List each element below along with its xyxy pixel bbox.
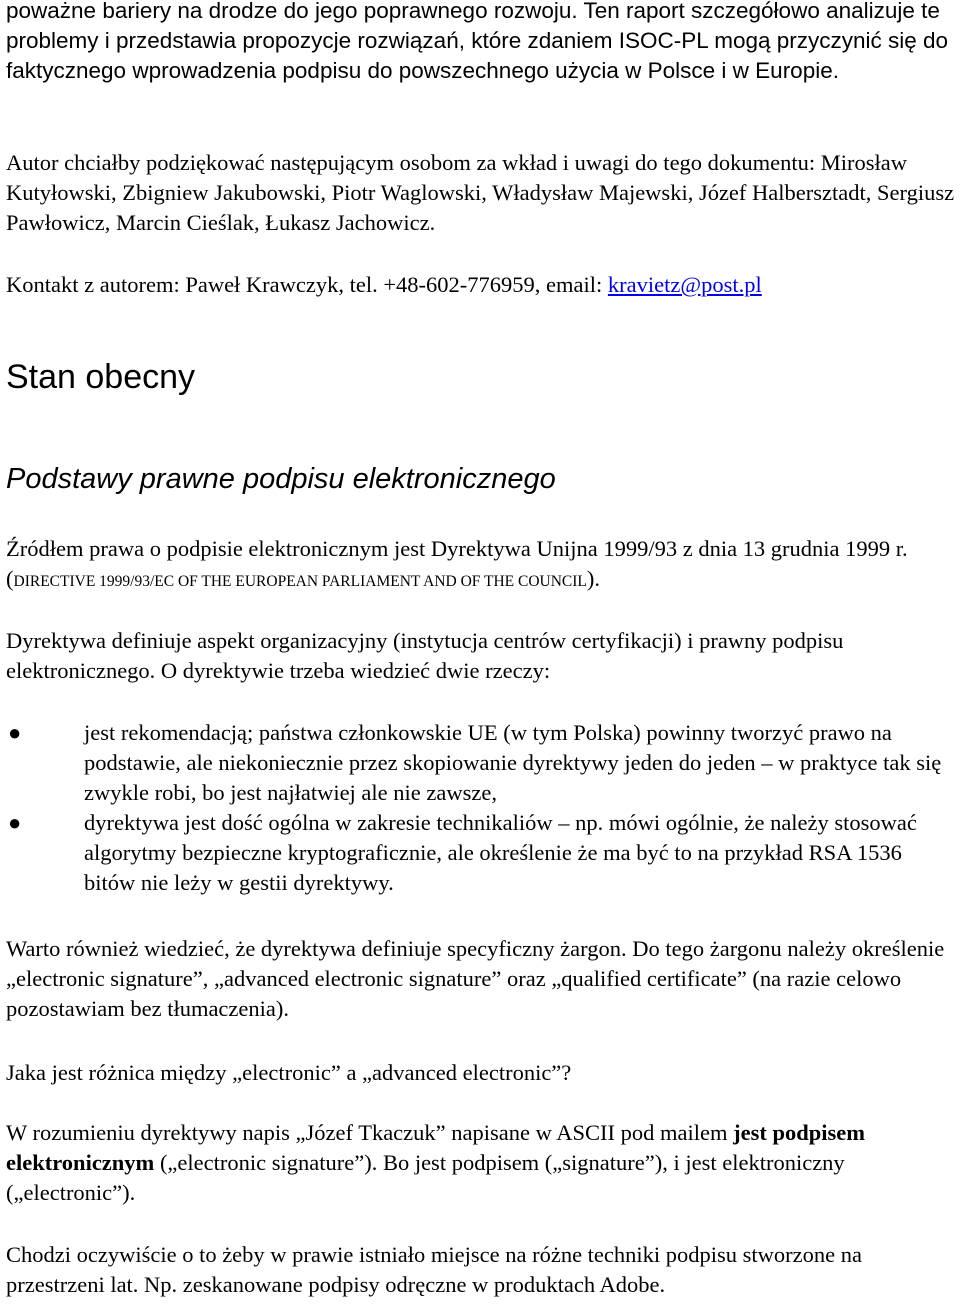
contact-prefix: Kontakt z autorem: Paweł Krawczyk, tel. +48-602-776959, email: <box>6 272 608 297</box>
jargon-paragraph: Warto również wiedzieć, że dyrektywa definiuje specyficzny żargon. Do tego żargonu należy określenie „electronic signature”, „advanced electronic signature” oraz „qualified certificate” (na razie celowo pozostawiam bez tłumaczenia). <box>6 936 945 1021</box>
closing-paragraph: Chodzi oczywiście o to żeby w prawie istniało miejsce na różne techniki podpisu stworzone na przestrzeni lat. Np. zeskanowane podpisy odręczne w produktach Adobe. <box>6 1242 862 1297</box>
list-item-text: jest rekomendacją; państwa członkowskie UE (w tym Polska) powinny tworzyć prawo na podstawie, ale niekoniecznie przez skopiowanie dyrektywy jeden do jeden – w praktyce tak się zwykle robi, bo jest najłatwiej ale nie zawsze, <box>84 720 942 805</box>
section-heading: Stan obecny <box>6 358 196 396</box>
subsection-heading: Podstawy prawne podpisu elektronicznego <box>6 463 556 495</box>
contact-paragraph <box>6 270 958 300</box>
example-bold-text: jest podpisem elektronicznym <box>6 1120 865 1175</box>
list-item-text: dyrektywa jest dość ogólna w zakresie technikaliów – np. mówi ogólnie, że należy stosować algorytmy bezpieczne kryptograficznie, ale określenie że ma być to na przykład RSA 1536 bitów nie leży w gestii dyrektywy. <box>84 810 917 895</box>
directive-paragraph: Dyrektywa definiuje aspekt organizacyjny (instytucja centrów certyfikacji) i prawny podpisu elektronicznego. O dyrektywie trzeba wiedzieć dwie rzeczy: <box>6 628 844 683</box>
question-paragraph: Jaka jest różnica między „electronic” a „advanced electronic”? <box>6 1060 572 1085</box>
intro-paragraph: poważne bariery na drodze do jego poprawnego rozwoju. Ten raport szczegółowo analizuje te problemy i przedstawia propozycje rozwiązań, które zdaniem ISOC-PL mogą przyczynić się do faktycznego wprowadzenia podpisu do powszechnego użycia w Polsce i w Europie. <box>6 0 949 83</box>
bullet-list <box>6 718 958 898</box>
example-text-1: W rozumieniu dyrektywy napis „Józef Tkaczuk” napisane w ASCII pod mailem <box>6 1120 734 1145</box>
list-item <box>6 808 958 898</box>
email-link[interactable]: kravietz@post.pl <box>607 272 762 297</box>
bullet-icon: ● <box>8 810 22 835</box>
source-paragraph <box>6 534 958 597</box>
acknowledgements-paragraph: Autor chciałby podziękować następującym osobom za wkład i uwagi do tego dokumentu: Mirosław Kutyłowski, Zbigniew Jakubowski, Piotr Waglowski, Władysław Majewski, Józef Halbersztadt, Sergiusz Pawłowicz, Marcin Cieślak, Łukasz Jachowicz. <box>6 150 955 235</box>
source-text: Źródłem prawa o podpisie elektronicznym jest Dyrektywa Unijna 1999/93 z dnia 13 grudnia 1999 r. ( <box>6 536 908 591</box>
bullet-icon: ● <box>8 720 22 745</box>
directive-name: DIRECTIVE 1999/93/EC OF THE EUROPEAN PARLIAMENT AND OF THE COUNCIL <box>13 573 587 590</box>
list-item <box>6 718 958 808</box>
example-paragraph <box>6 1118 958 1208</box>
source-suffix: ). <box>586 566 601 591</box>
example-text-2: („electronic signature”). Bo jest podpisem („signature”), i jest elektroniczny („electronic”). <box>6 1150 845 1205</box>
